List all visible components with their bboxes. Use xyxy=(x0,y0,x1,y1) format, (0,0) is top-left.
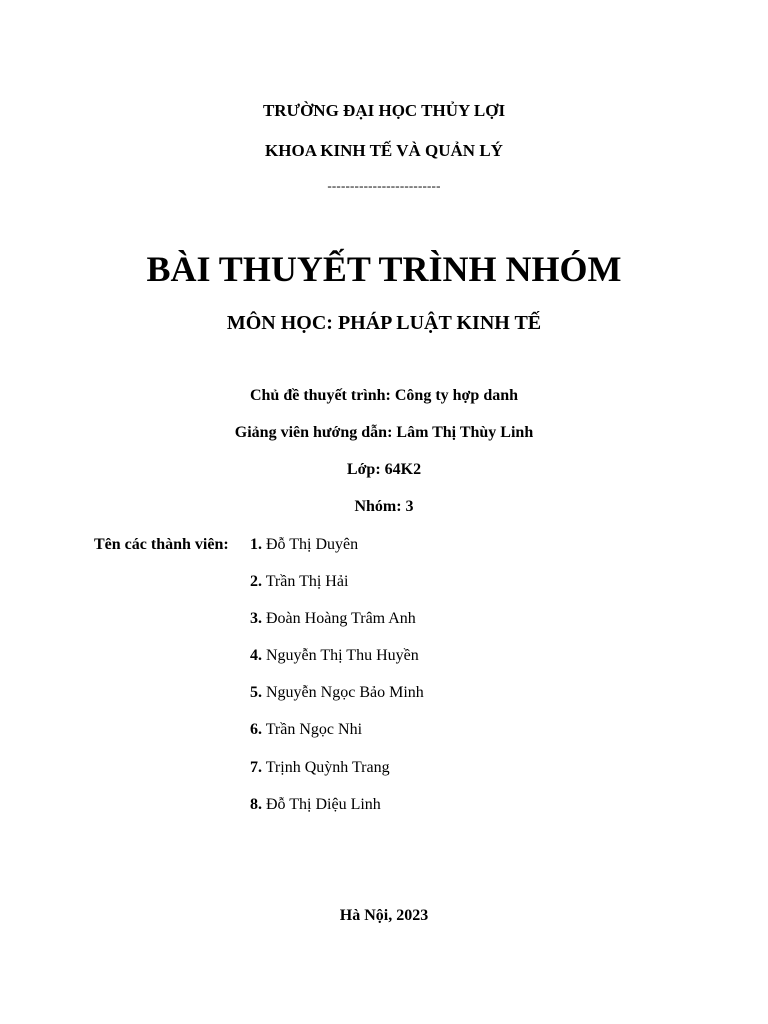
member-name: Trịnh Quỳnh Trang xyxy=(265,759,390,776)
member-name: Nguyễn Thị Thu Huyền xyxy=(266,647,419,664)
university-name: TRƯỜNG ĐẠI HỌC THỦY LỢI xyxy=(262,101,506,120)
member-number: 1. xyxy=(250,536,262,553)
faculty-name: KHOA KINH TẾ VÀ QUẢN LÝ xyxy=(265,141,503,160)
lecturer: Giảng viên hướng dẫn: Lâm Thị Thùy Linh xyxy=(234,424,534,441)
member-item xyxy=(250,536,358,554)
document-title: BÀI THUYẾT TRÌNH NHÓM xyxy=(146,249,622,289)
member-name: Trần Ngọc Nhi xyxy=(265,721,363,738)
subject-heading: MÔN HỌC: PHÁP LUẬT KINH TẾ xyxy=(226,312,542,334)
member-name: Đỗ Thị Diệu Linh xyxy=(266,796,381,813)
members-label: Tên các thành viên: xyxy=(94,536,229,553)
member-number: 5. xyxy=(250,684,262,701)
member-number: 2. xyxy=(250,573,262,590)
member-name: Đỗ Thị Duyên xyxy=(266,536,359,553)
member-number: 8. xyxy=(250,796,262,813)
member-item xyxy=(250,796,381,814)
member-item xyxy=(250,721,362,739)
member-item xyxy=(250,573,348,591)
member-number: 4. xyxy=(250,647,262,664)
member-name: Trần Thị Hải xyxy=(265,573,349,590)
class-code: Lớp: 64K2 xyxy=(346,461,422,478)
presentation-topic: Chủ đề thuyết trình: Công ty hợp danh xyxy=(249,387,519,404)
member-name: Đoàn Hoàng Trâm Anh xyxy=(266,610,416,627)
member-item xyxy=(250,684,424,702)
member-item xyxy=(250,610,416,628)
member-number: 7. xyxy=(250,759,262,776)
member-number: 6. xyxy=(250,721,262,738)
group-number: Nhóm: 3 xyxy=(354,498,414,515)
place-and-year: Hà Nội, 2023 xyxy=(339,907,429,924)
member-number: 3. xyxy=(250,610,262,627)
divider: ------------------------- xyxy=(327,178,441,193)
member-name: Nguyễn Ngọc Bảo Minh xyxy=(266,684,424,701)
member-item xyxy=(250,759,390,777)
member-item xyxy=(250,647,419,665)
